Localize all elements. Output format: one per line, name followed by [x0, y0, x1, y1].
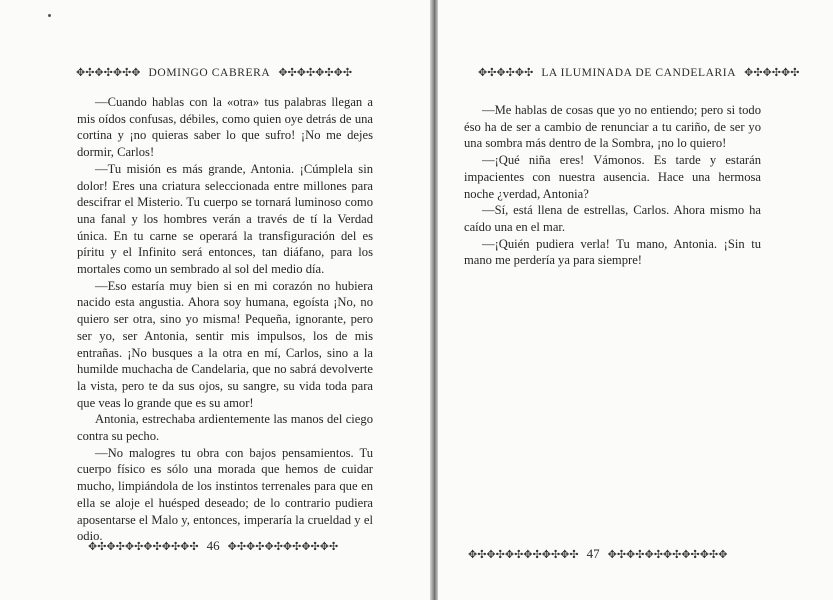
paragraph: —¡Quién pudiera verla! Tu mano, Antonia. ¡Sin tu mano me perdería ya para siempre!: [464, 236, 761, 268]
running-title-book: LA ILUMINADA DE CANDELARIA: [541, 66, 737, 79]
header-ornament-left: ✥✣✥✣✥✣✥: [76, 66, 141, 79]
left-page-footer: [88, 538, 338, 554]
footer-ornament-right: ✥✣✥✣✥✣✥✣✥✣✥✣✥: [607, 547, 728, 561]
right-page-header: [478, 66, 799, 79]
paragraph: —Tu misión es más grande, Antonia. ¡Cúmplela sin dolor! Eres una criatura seleccionada entre millones para descifrar el Misterio. Tu cuerpo se tornará luminoso como una fanal y los hombres verán a través de tí la Verdad única. En tu carne se operará la transfiguración del es píritu y el Infinito será entonces, tan diáfano, para los mortales como un sembrado al sol del medio día.: [77, 161, 373, 277]
paragraph: —Cuando hablas con la «otra» tus palabras llegan a mis oídos confusas, débiles, como quien oye detrás de una cortina y ¡no quieras saber lo que sufro! ¡No me dejes dormir, Carlos!: [77, 95, 373, 160]
page-number: 47: [586, 546, 600, 561]
footer-ornament-right: ✥✣✥✣✥✣✥✣✥✣✥✣: [227, 539, 339, 553]
header-ornament-left: ✥✣✥✣✥✣: [478, 66, 534, 79]
paragraph: —Eso estaría muy bien si en mi corazón no hubiera nacido esta angustia. Ahora soy humana, egoísta ¡No, no quiero ser otra, sino yo misma! Pequeña, ignorante, pero ser yo, ser Antonia, sentir mis impulsos, los de mis entrañas. ¡No busques a la otra en mí, Carlos, sino a la humilde muchacha de Candelaria, que no sabrá devolverte la vista, pero te da sus ojos, su sangre, su vida toda para que veas lo grande que es su amor!: [77, 278, 373, 410]
header-ornament-right: ✥✣✥✣✥✣✥✣: [278, 66, 353, 79]
footer-ornament-left: ✥✣✥✣✥✣✥✣✥✣✥✣: [468, 547, 579, 561]
paragraph: —Me hablas de cosas que yo no entiendo; pero si todo éso ha de ser a cambio de renunciar a tu cariño, de ser yo una sombra más dentro de la Sombra, ¡no lo quiero!: [464, 103, 761, 151]
header-ornament-right: ✥✣✥✣✥✣: [744, 66, 800, 79]
paragraph: Antonia, estrechaba ardientemente las manos del ciego contra su pecho.: [77, 412, 373, 444]
footer-ornament-left: ✥✣✥✣✥✣✥✣✥✣✥✣: [88, 539, 199, 553]
paragraph: —Sí, está llena de estrellas, Carlos. Ahora mismo ha caído una en el mar.: [464, 203, 761, 234]
paragraph: —No malogres tu obra con bajos pensamientos. Tu cuerpo físico es sólo una morada que hemos de cuidar mucho, limpiándola de los instintos terrenales para que en ella se aloje el huésped deseado; de lo contrario pudiera aposentarse el Malo y, entonces, imperaría la crueldad y el odio.: [77, 445, 373, 544]
left-page-header: [76, 66, 352, 79]
paragraph: —¡Qué niña eres! Vámonos. Es tarde y estarán impacientes con nuestra ausencia. Hace una hermosa noche ¿verdad, Antonia?: [464, 153, 761, 201]
right-page-footer: [468, 546, 727, 562]
left-page-body: [77, 94, 373, 545]
right-page: [436, 0, 833, 600]
right-page-body: [464, 102, 761, 269]
page-number: 46: [206, 538, 220, 553]
running-title-author: DOMINGO CABRERA: [148, 66, 271, 79]
